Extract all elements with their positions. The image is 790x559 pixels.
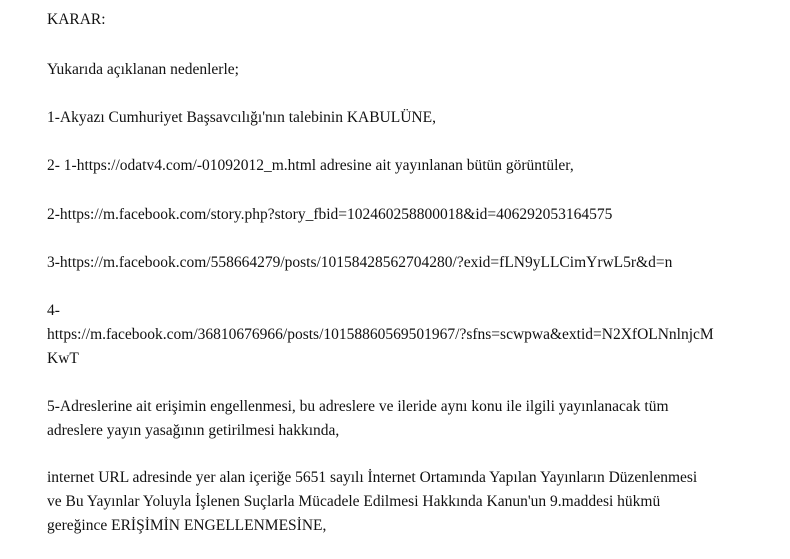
url-3-text: 3-https://m.facebook.com/558664279/posts/10158428562704280/?exid=fLN9yLLCimYrwL5r&d=n [47, 254, 673, 271]
url-4-line-2: KwT [47, 350, 79, 367]
final-line-1: internet URL adresinde yer alan içeriğe 5651 sayılı İnternet Ortamında Yapılan Yayınların Düzenlenmesi [47, 469, 698, 486]
item-5-line-2: adreslere yayın yasağının getirilmesi hakkında, [47, 422, 340, 439]
item-2-text: 2- 1-https://odatv4.com/-01092012_m.html adresine ait yayınlanan bütün görüntüler, [47, 157, 574, 174]
decision-heading: KARAR: [47, 11, 106, 28]
intro-text: Yukarıda açıklanan nedenlerle; [47, 61, 239, 78]
item-1-text: 1-Akyazı Cumhuriyet Başsavcılığı'nın talebinin KABULÜNE, [47, 109, 436, 126]
url-2-text: 2-https://m.facebook.com/story.php?story_fbid=102460258800018&id=406292053164575 [47, 206, 613, 223]
final-line-2: ve Bu Yayınlar Yoluyla İşlenen Suçlarla Mücadele Edilmesi Hakkında Kanun'un 9.maddesi hükmü [47, 493, 661, 510]
url-4-number: 4- [47, 302, 60, 319]
item-5-line-1: 5-Adreslerine ait erişimin engellenmesi, bu adreslere ve ileride aynı konu ile ilgili yayınlanacak tüm [47, 398, 669, 415]
url-4-line-1: https://m.facebook.com/36810676966/posts/10158860569501967/?sfns=scwpwa&extid=N2XfOLNnlnjcM [47, 326, 714, 343]
final-line-3: gereğince ERİŞİMİN ENGELLENMESİNE, [47, 517, 327, 534]
